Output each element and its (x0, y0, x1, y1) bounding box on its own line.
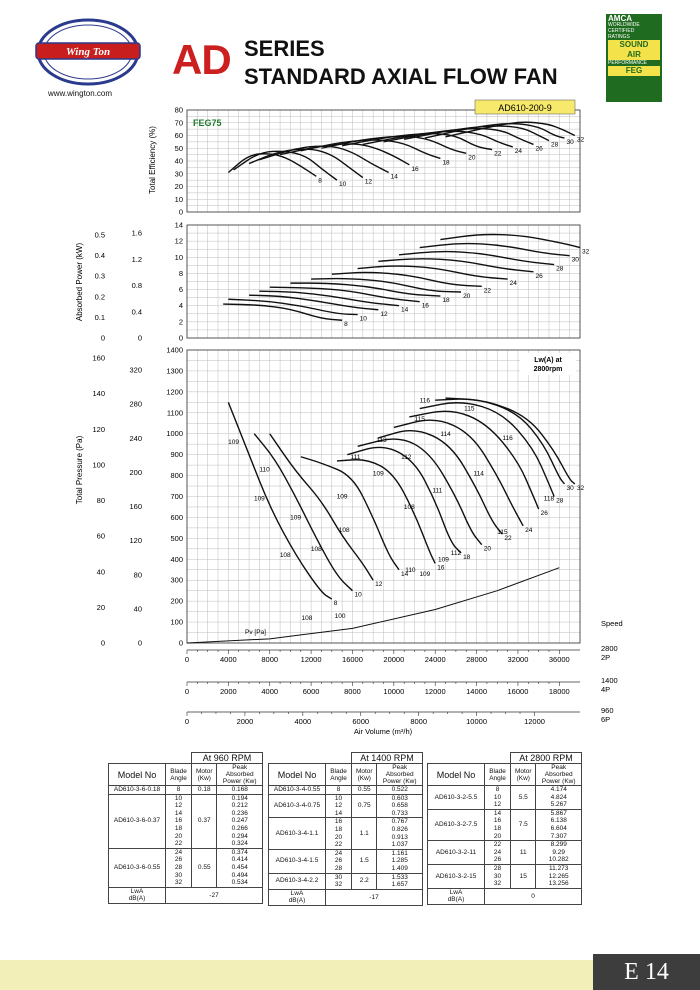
model-cell: AD610-3-2-15 (428, 864, 485, 888)
power-cell: 0.767 0.826 0.913 1.037 (377, 818, 423, 849)
pressure-curve-label: 18 (463, 554, 471, 562)
badge-line: AIR (608, 50, 660, 60)
col-blade-angle: Blade Angle (326, 764, 352, 786)
power-tick: 6 (178, 285, 183, 295)
table-row (428, 864, 582, 888)
model-cell: AD610-3-2-5.5 (428, 786, 485, 810)
lwa-label: LwA dB(A) (428, 888, 485, 904)
pressure-curve (409, 411, 538, 509)
power-axis-label: Absorbed Power (kW) (75, 242, 84, 322)
badge-line: SOUND (608, 40, 660, 50)
pressure-tick: 900 (170, 450, 183, 460)
power-cell: 11.273 12.265 13.256 (536, 864, 582, 888)
motor-cell: 0.75 (352, 794, 377, 818)
efficiency-curve-label: 26 (535, 145, 543, 153)
pressure-tick-tertiary: 120 (92, 424, 105, 434)
power-curve-label: 26 (535, 272, 543, 280)
pv-label: Pv [Pa] (245, 629, 266, 636)
efficiency-curve-label: 18 (442, 159, 450, 167)
model-cell: AD610-3-4-0.55 (269, 786, 326, 795)
spec-table-1400 (268, 752, 423, 906)
efficiency-tick: 60 (174, 131, 183, 140)
efficiency-tick: 80 (174, 105, 183, 115)
sound-level-label: 116 (419, 397, 431, 405)
pressure-curve-label: 20 (483, 545, 491, 553)
power-curve-label: 28 (556, 265, 564, 273)
table-row (269, 873, 423, 889)
efficiency-tick: 50 (174, 143, 183, 153)
power-curve-label: 32 (582, 248, 590, 256)
efficiency-curve-label: 28 (550, 141, 559, 149)
table-row (269, 794, 423, 818)
col-model: Model No (109, 764, 166, 786)
pressure-curve-label: 14 (401, 570, 409, 578)
page-number: E 14 (593, 954, 700, 990)
angle-cell: 22 24 26 (485, 841, 511, 865)
col-peak-power: Peak Absorbed Power (Kw) (217, 764, 263, 786)
x-tick-label: 20000 (383, 655, 405, 664)
angle-cell: 14 16 18 20 (485, 809, 511, 840)
pressure-curve-label: 28 (556, 497, 564, 505)
x-tick-label: 16000 (507, 687, 529, 696)
x-tick-label: 8000 (261, 655, 279, 664)
website-url: www.wington.com (48, 89, 113, 98)
badge-line: AMCA (608, 14, 632, 23)
angle-cell: 16 18 20 22 (326, 818, 352, 849)
badge-line: RATINGS (608, 34, 630, 40)
logo-text: Wing Ton (65, 46, 111, 58)
pressure-curve-label: 8 (333, 600, 338, 608)
table-row (269, 786, 423, 795)
motor-cell: 0.55 (352, 786, 377, 795)
efficiency-curve-label: 12 (364, 178, 373, 186)
model-cell: AD610-3-6-0.37 (109, 794, 166, 848)
pressure-tick: 700 (170, 492, 183, 501)
lwa-value: -17 (326, 889, 423, 905)
plot-grid (187, 350, 580, 643)
motor-cell: 11 (511, 841, 536, 865)
motor-cell: 1.5 (352, 849, 377, 873)
model-cell: AD610-3-4-1.1 (269, 818, 326, 849)
efficiency-curve-label: 10 (338, 181, 347, 189)
pressure-tick-tertiary: 0 (100, 638, 105, 648)
pressure-tick: 1400 (166, 345, 183, 355)
power-tick-tertiary: 0.4 (94, 251, 105, 261)
motor-cell: 7.5 (511, 809, 536, 840)
col-motor: Motor (Kw) (192, 764, 217, 786)
sound-level-label: 108 (338, 527, 350, 535)
pressure-tick-secondary: 160 (129, 502, 142, 511)
power-tick: 8 (178, 268, 183, 278)
model-cell: AD610-3-4-1.5 (269, 849, 326, 873)
angle-cell: 30 32 (326, 873, 352, 889)
power-curve-label: 22 (483, 287, 491, 295)
power-tick: 0 (178, 333, 183, 343)
power-cell: 5.867 6.138 6.604 7.307 (536, 809, 582, 840)
power-curve-label: 18 (442, 297, 450, 305)
pressure-tick: 800 (170, 471, 183, 481)
sound-level-label: 109 (372, 470, 384, 478)
table-row (109, 794, 263, 848)
x-tick-label: 8000 (410, 717, 428, 726)
sound-level-label: 114 (440, 430, 451, 438)
col-model: Model No (269, 764, 326, 786)
pressure-tick-secondary: 200 (129, 467, 142, 477)
x-tick-label: 4000 (294, 717, 312, 726)
x-tick-label: 12000 (524, 717, 545, 726)
power-tick-secondary: 0.8 (131, 281, 142, 290)
power-tick: 2 (178, 317, 183, 327)
col-motor: Motor (Kw) (511, 764, 536, 786)
power-tick-secondary: 0 (137, 333, 142, 343)
x-tick-label: 0 (184, 655, 190, 664)
x-tick-label: 12000 (300, 655, 322, 664)
efficiency-tick: 0 (178, 207, 183, 217)
motor-cell: 5.5 (511, 786, 536, 810)
power-tick: 12 (174, 236, 183, 246)
power-cell: 0.522 (377, 786, 423, 795)
pressure-curve-label: 10 (354, 591, 362, 599)
lwa-label: LwA dB(A) (109, 887, 166, 903)
model-cell: AD610-3-6-0.18 (109, 786, 166, 795)
table-row (428, 786, 582, 810)
sound-level-label: 115 (414, 416, 425, 424)
product-title: STANDARD AXIAL FLOW FAN (244, 64, 558, 89)
series-word: SERIES (244, 36, 325, 61)
efficiency-curve (259, 146, 388, 172)
power-tick-tertiary: 0.3 (94, 271, 105, 281)
pressure-tick: 500 (170, 533, 183, 543)
power-tick: 14 (174, 220, 183, 230)
power-curve-label: 10 (359, 315, 367, 323)
power-cell: 0.194 0.212 0.236 0.247 0.266 0.294 0.324 (217, 794, 263, 848)
power-curve-label: 30 (571, 256, 579, 264)
speed-value: 2800 (601, 644, 618, 653)
speed-pole: 6P (601, 715, 611, 724)
efficiency-curve-label: 24 (514, 147, 523, 155)
pressure-curve-label: 12 (375, 581, 383, 589)
sound-level-label: 110 (259, 466, 270, 474)
pressure-tick: 1300 (166, 366, 183, 376)
sound-level-label: 109 (419, 571, 431, 579)
pressure-tick: 300 (170, 575, 183, 585)
angle-cell: 8 (166, 786, 192, 795)
sound-level-label: 108 (301, 614, 313, 622)
feg-label: FEG75 (193, 118, 222, 128)
pressure-tick-tertiary: 40 (96, 567, 105, 577)
efficiency-curve-label: 20 (468, 154, 476, 162)
x-tick-label: 18000 (548, 687, 570, 696)
power-tick: 4 (178, 301, 183, 311)
pressure-tick-tertiary: 100 (92, 460, 105, 470)
pressure-tick: 1200 (166, 387, 183, 397)
motor-cell: 0.55 (192, 848, 217, 887)
pressure-curve-label: 32 (576, 484, 585, 492)
col-model: Model No (428, 764, 485, 786)
sound-level-label: 111 (432, 487, 443, 495)
table-row (428, 841, 582, 865)
sound-level-label: 109 (253, 495, 265, 503)
pressure-tick-tertiary: 140 (92, 389, 105, 399)
power-curve (223, 304, 342, 320)
sound-level-label: 109 (336, 493, 348, 501)
spec-table-960 (108, 752, 263, 904)
sound-level-label: 110 (405, 566, 416, 574)
x-tick-label: 6000 (302, 687, 320, 696)
rpm-header: At 1400 RPM (352, 753, 423, 764)
pressure-tick-secondary: 280 (129, 399, 142, 409)
spec-table-2800 (427, 752, 582, 905)
power-curve (228, 299, 357, 314)
power-curve-label: 16 (421, 302, 429, 310)
pressure-curve-label: 30 (566, 484, 574, 492)
speed-label: Speed (601, 619, 623, 628)
sound-level-label: 109 (438, 556, 449, 564)
angle-cell: 24 26 28 30 32 (166, 848, 192, 887)
power-tick-secondary: 1.6 (131, 228, 142, 238)
x-tick-label: 2000 (220, 687, 237, 696)
x-tick-label: 32000 (507, 655, 529, 664)
x-tick-label: 2000 (236, 717, 254, 726)
efficiency-tick: 10 (174, 194, 183, 204)
angle-cell: 8 (326, 786, 352, 795)
pressure-tick-secondary: 320 (129, 365, 142, 375)
x-tick-label: 6000 (352, 717, 370, 726)
model-cell: AD610-3-2-7.5 (428, 809, 485, 840)
power-cell: 8.299 9.29 10.282 (536, 841, 582, 865)
sound-level-label: 111 (350, 453, 361, 461)
speed-pole: 2P (601, 653, 611, 662)
pressure-tick-tertiary: 160 (92, 353, 105, 363)
angle-cell: 8 10 12 (485, 786, 511, 810)
efficiency-tick: 20 (174, 182, 183, 191)
angle-cell: 24 26 28 (326, 849, 352, 873)
col-blade-angle: Blade Angle (485, 764, 511, 786)
legend-text: 2800rpm (533, 366, 563, 373)
efficiency-curve-label: 32 (576, 136, 585, 144)
badge-line: FEG (608, 66, 660, 76)
x-tick-label: 24000 (424, 655, 446, 664)
motor-cell: 15 (511, 864, 536, 888)
x-tick-label: 4000 (220, 655, 237, 664)
power-curve-label: 12 (380, 310, 388, 318)
power-curve-label: 14 (401, 306, 409, 314)
model-cell: AD610-3-4-0.75 (269, 794, 326, 818)
pressure-tick: 100 (170, 617, 183, 627)
power-cell: 0.168 (217, 786, 263, 795)
table-row (109, 848, 263, 887)
sound-level-label: 115 (464, 405, 475, 413)
sound-level-label: 114 (473, 470, 484, 478)
efficiency-curve-label: 30 (566, 139, 574, 147)
efficiency-tick: 70 (174, 118, 183, 128)
sound-level-label: 109 (290, 514, 302, 522)
x-tick-label: 8000 (344, 687, 361, 696)
model-cell: AD610-3-2-11 (428, 841, 485, 865)
table-row (269, 849, 423, 873)
power-curve-label: 20 (463, 292, 471, 300)
x-tick-label: 10000 (466, 717, 488, 726)
efficiency-curve-label: 16 (411, 165, 419, 173)
sound-level-label: 108 (403, 504, 415, 512)
table-row (109, 786, 263, 795)
sound-level-label: 116 (502, 434, 513, 442)
legend-text: Lw(A) at (534, 357, 562, 364)
sound-level-label: 112 (450, 550, 462, 558)
pressure-tick-tertiary: 60 (96, 531, 105, 541)
table-row (269, 818, 423, 849)
angle-cell: 10 12 14 16 18 20 22 (166, 794, 192, 848)
power-curve-label: 24 (509, 280, 517, 288)
power-cell: 4.174 4.824 5.267 (536, 786, 582, 810)
rpm-header: At 960 RPM (192, 753, 263, 764)
x-tick-label: 14000 (466, 687, 488, 696)
power-curve (420, 244, 570, 256)
power-tick-tertiary: 0 (100, 333, 105, 343)
x-tick-label: 0 (184, 687, 190, 696)
speed-pole: 4P (601, 685, 611, 694)
pressure-tick: 1000 (166, 429, 183, 439)
x-tick-label: 16000 (342, 655, 363, 664)
lwa-label: LwA dB(A) (269, 889, 326, 905)
motor-cell: 0.37 (192, 794, 217, 848)
sound-level-label: 100 (334, 612, 346, 620)
badge-line: CERTIFIED (608, 28, 635, 34)
pressure-tick: 600 (170, 512, 183, 522)
pressure-tick-secondary: 240 (129, 433, 142, 443)
efficiency-curve-label: 8 (318, 177, 322, 185)
power-tick-secondary: 0.4 (131, 307, 142, 317)
power-cell: 1.533 1.657 (377, 873, 423, 889)
power-tick-secondary: 1.2 (131, 254, 142, 264)
col-peak-power: Peak Absorbed Power (Kw) (536, 764, 582, 786)
pressure-tick-tertiary: 20 (96, 602, 105, 612)
model-cell: AD610-3-6-0.55 (109, 848, 166, 887)
efficiency-curve-label: 22 (494, 150, 502, 158)
angle-cell: 10 12 14 (326, 794, 352, 818)
power-cell: 1.161 1.285 1.409 (377, 849, 423, 873)
badge-line: WORLDWIDE (608, 22, 640, 28)
pressure-curve-label: 22 (504, 535, 512, 543)
efficiency-curve-label: 14 (390, 173, 398, 181)
speed-value: 1400 (601, 676, 618, 685)
x-axis-label: Air Volume (m³/h) (353, 727, 413, 736)
x-tick-label: 4000 (261, 687, 279, 696)
x-tick-label: 36000 (548, 655, 570, 664)
lwa-value: -27 (166, 887, 263, 903)
power-tick-tertiary: 0.5 (94, 230, 105, 240)
col-blade-angle: Blade Angle (166, 764, 192, 786)
x-tick-label: 28000 (466, 655, 488, 664)
series-code: AD (172, 36, 231, 83)
sound-level-label: 109 (228, 439, 239, 447)
efficiency-tick: 30 (174, 169, 183, 179)
pressure-tick: 1100 (166, 408, 183, 418)
pressure-curve-label: 24 (525, 526, 533, 534)
x-tick-label: 10000 (383, 687, 405, 696)
sound-level-label: 108 (279, 552, 291, 560)
pressure-tick: 200 (170, 596, 183, 606)
power-tick-tertiary: 0.2 (94, 292, 105, 302)
pressure-tick-secondary: 120 (129, 536, 142, 546)
pressure-tick-secondary: 40 (133, 604, 142, 614)
angle-cell: 28 30 32 (485, 864, 511, 888)
lwa-value: 0 (485, 888, 582, 904)
rpm-header: At 2800 RPM (511, 753, 582, 764)
power-curve-label: 8 (344, 321, 348, 329)
motor-cell: 1.1 (352, 818, 377, 849)
badge-line: PERFORMANCE (608, 60, 647, 66)
motor-cell: 0.18 (192, 786, 217, 795)
efficiency-axis-label: Total Efficiency (%) (148, 126, 157, 194)
table-row (428, 809, 582, 840)
pressure-tick-secondary: 80 (133, 570, 142, 580)
pressure-tick-secondary: 0 (137, 638, 142, 648)
model-title: AD610-200-9 (498, 103, 552, 113)
sound-level-label: 113 (376, 437, 387, 445)
motor-cell: 2.2 (352, 873, 377, 889)
pressure-curve-label: 26 (540, 510, 548, 518)
col-peak-power: Peak Absorbed Power (Kw) (377, 764, 423, 786)
x-tick-label: 0 (184, 717, 190, 726)
sound-level-label: 118 (543, 495, 555, 503)
power-cell: 0.374 0.414 0.454 0.494 0.534 (217, 848, 263, 887)
pressure-curve-label: 16 (437, 564, 445, 572)
sound-level-label: 108 (310, 545, 322, 553)
power-tick-tertiary: 0.1 (94, 312, 105, 322)
speed-value: 960 (601, 706, 614, 715)
efficiency-tick: 40 (174, 156, 183, 166)
pressure-axis-label: Total Pressure (Pa) (75, 435, 84, 505)
model-cell: AD610-3-4-2.2 (269, 873, 326, 889)
col-motor: Motor (Kw) (352, 764, 377, 786)
pressure-tick: 400 (170, 554, 183, 564)
x-tick-label: 12000 (424, 687, 446, 696)
pressure-tick-tertiary: 80 (96, 496, 105, 505)
power-tick: 10 (174, 252, 183, 262)
sound-level-label: 112 (401, 453, 412, 461)
power-cell: 0.603 0.658 0.733 (377, 794, 423, 818)
pressure-tick: 0 (178, 638, 183, 648)
sound-level-label: 115 (497, 529, 508, 537)
